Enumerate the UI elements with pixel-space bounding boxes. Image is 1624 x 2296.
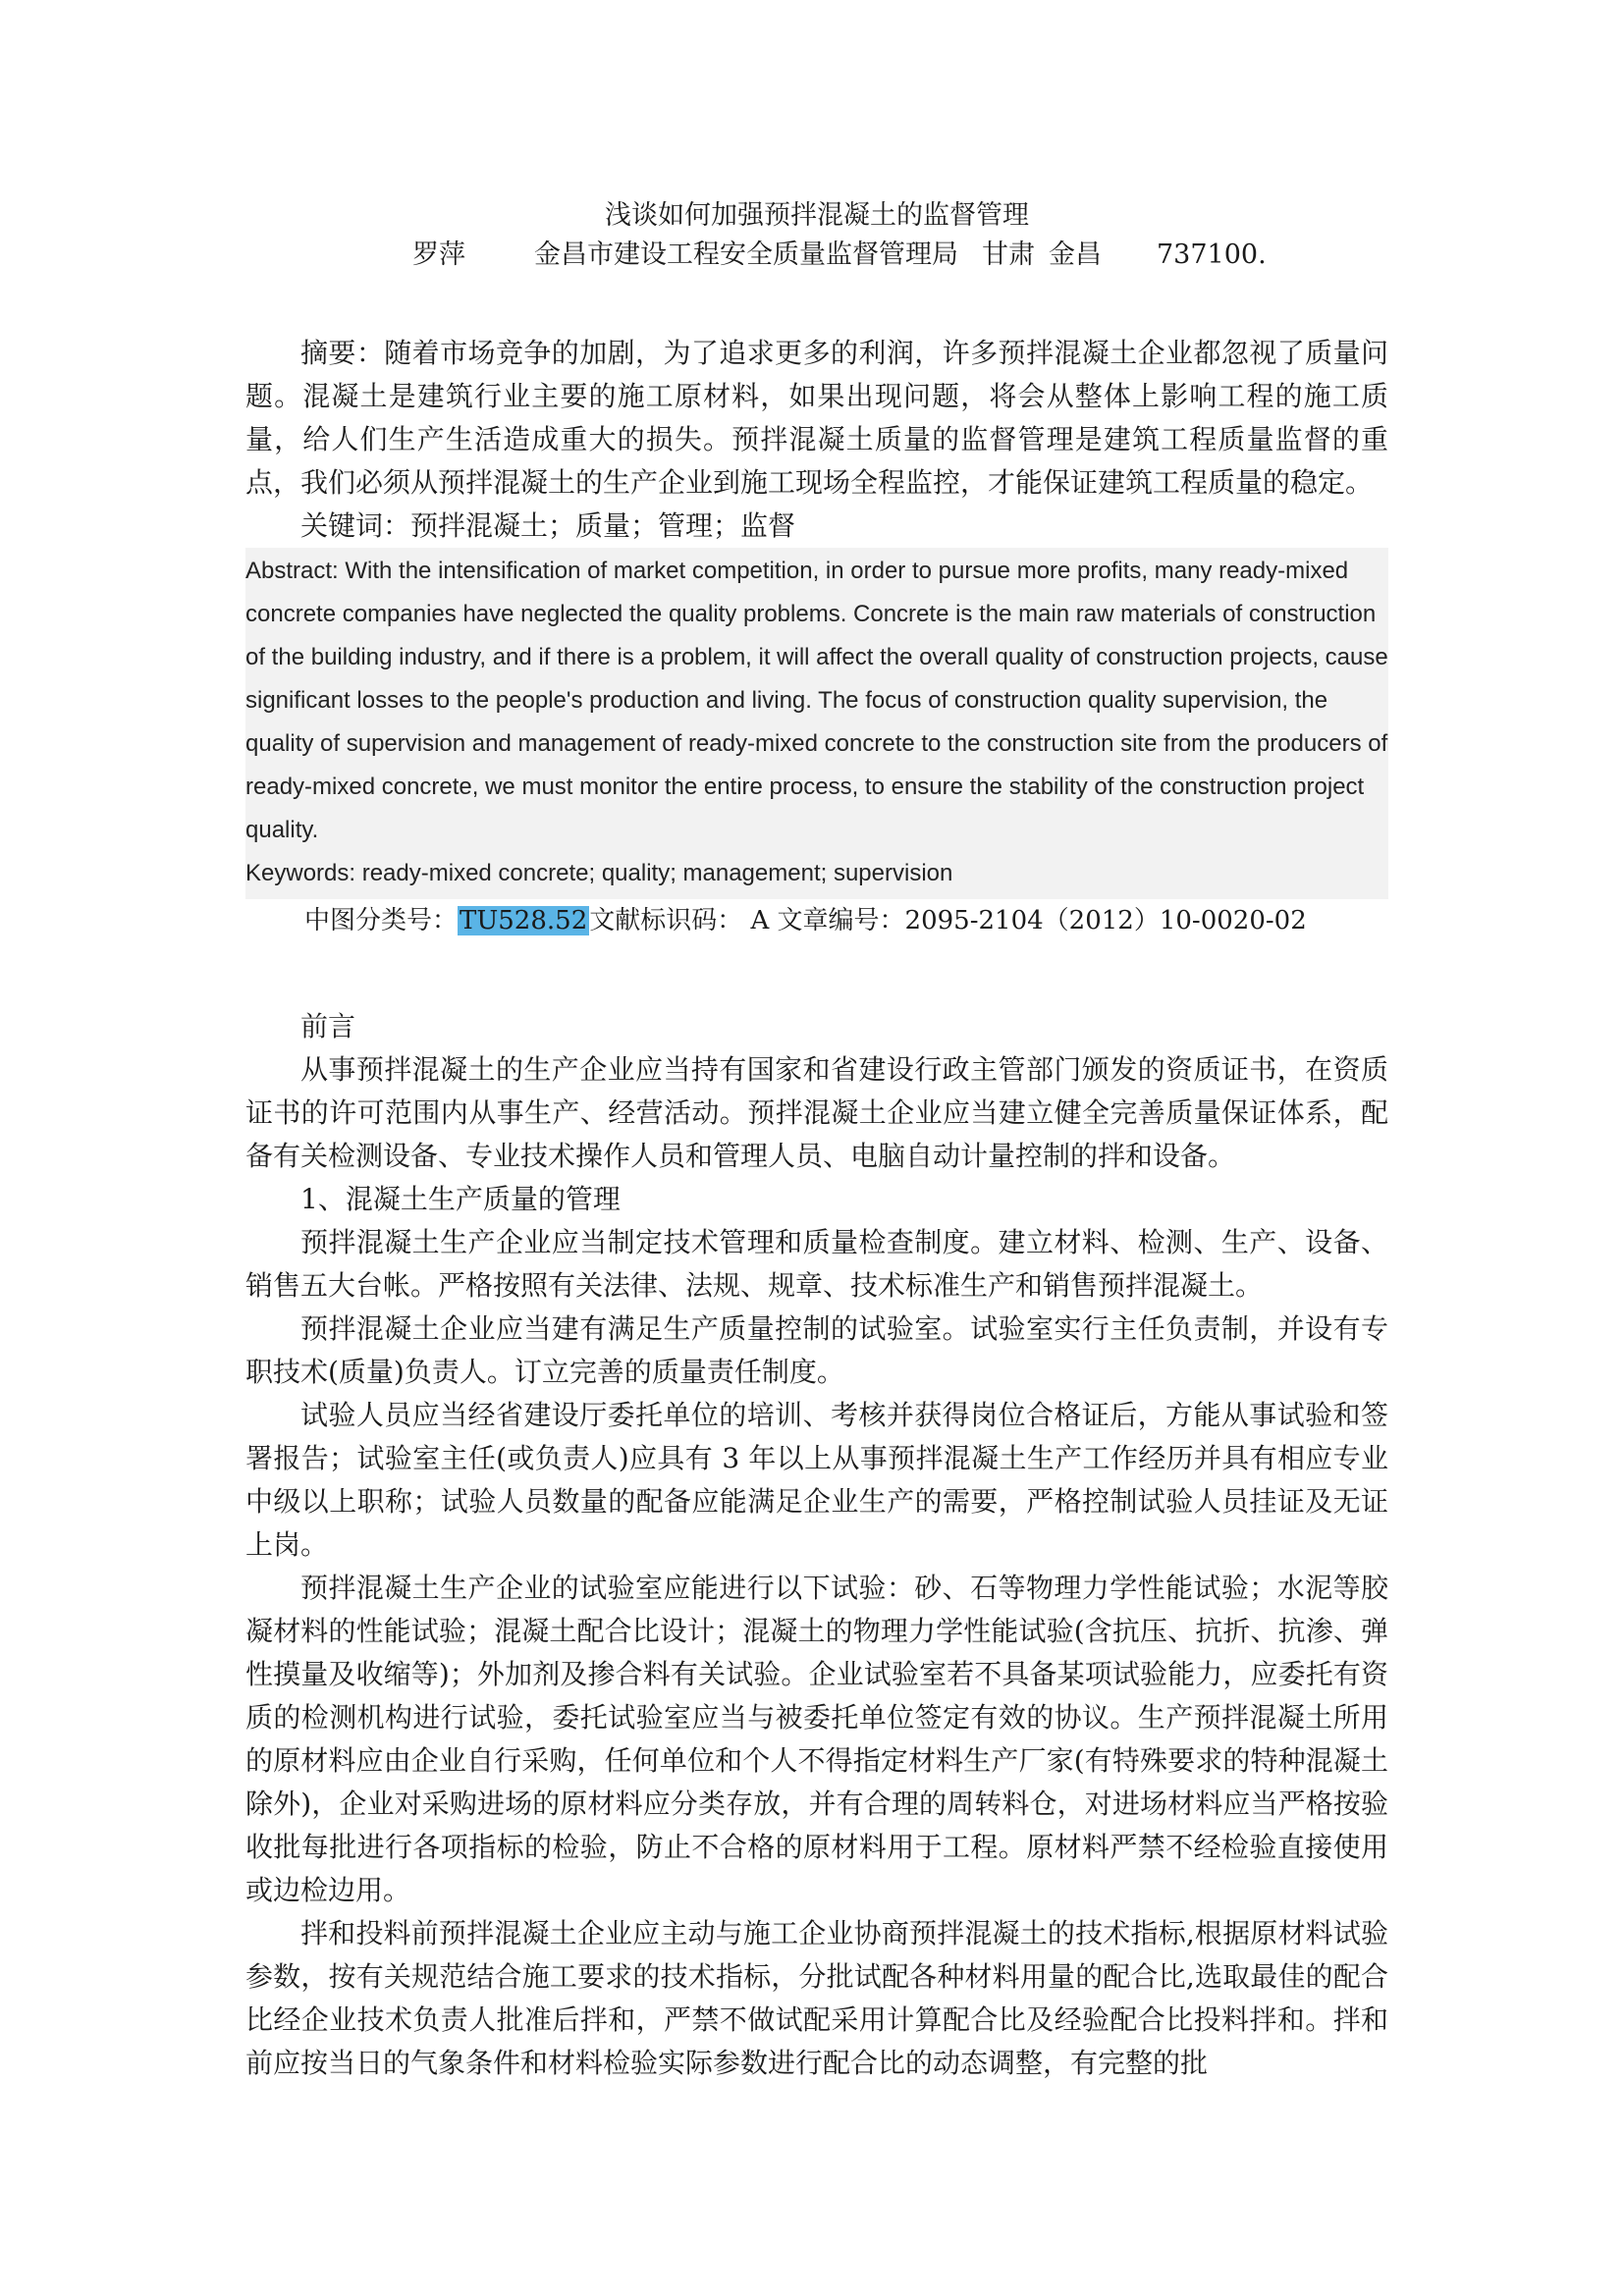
body-paragraph: 试验人员应当经省建设厅委托单位的培训、考核并获得岗位合格证后，方能从事试验和签署报告；试验室主任(或负责人)应具有 3 年以上从事预拌混凝土生产工作经历并具有相应专业中级以上职称；试验人员数量的配备应能满足企业生产的需要，严格控制试验人员挂证及无证上岗。	[245, 1399, 1388, 1561]
author-postcode: 737100.	[1157, 240, 1267, 270]
clc-label: 中图分类号：	[304, 906, 459, 935]
abstract-en: Abstract: With the intensification of market competition, in order to pursue more profits, many ready-mixed concrete companies have neglected the quality problems. Concrete is the main raw materials of construction of the building industry, and if there is a problem, it will affect the overall quality of construction projects, cause significant losses to the people's production and living. The focus of construction quality supervision, the quality of supervision and management of ready-mixed concrete to the construction site from the producers of ready-mixed concrete, we must monitor the entire process, to ensure the stability of the construction project quality.	[245, 558, 1388, 843]
preface-text: 从事预拌混凝土的生产企业应当持有国家和省建设行政主管部门颁发的资质证书，在资质证书的许可范围内从事生产、经营活动。预拌混凝土企业应当建立健全完善质量保证体系，配备有关检测设备、专业技术操作人员和管理人员、电脑自动计量控制的拌和设备。	[245, 1053, 1388, 1172]
preface-heading: 前言	[300, 1010, 356, 1042]
paper-title: 浅谈如何加强预拌混凝土的监督管理	[605, 200, 1029, 231]
author-city: 金昌	[1049, 240, 1102, 270]
author-affiliation: 金昌市建设工程安全质量监督管理局	[534, 240, 958, 270]
body-paragraph: 拌和投料前预拌混凝土企业应主动与施工企业协商预拌混凝土的技术指标,根据原材料试验参数，按有关规范结合施工要求的技术指标，分批试配各种材料用量的配合比,选取最佳的配合比经企业技术负责人批准后拌和，严禁不做试配采用计算配合比及经验配合比投料拌和。拌和前应按当日的气象条件和材料检验实际参数进行配合比的动态调整，有完整的批	[245, 1917, 1388, 2079]
classification-line	[245, 899, 1388, 942]
keywords-en: Keywords: ready-mixed concrete; quality; management; supervision	[245, 860, 953, 886]
page-content	[245, 196, 1388, 2085]
abstract-en-block	[245, 548, 1388, 899]
author-line	[245, 236, 1388, 275]
body-paragraph: 预拌混凝土生产企业的试验室应能进行以下试验：砂、石等物理力学性能试验；水泥等胶凝材料的性能试验；混凝土配合比设计；混凝土的物理力学性能试验(含抗压、抗折、抗渗、弹性摸量及收缩等)；外加剂及掺合料有关试验。企业试验室若不具备某项试验能力，应委托有资质的检测机构进行试验，委托试验室应当与被委托单位签定有效的协议。生产预拌混凝土所用的原材料应由企业自行采购，任何单位和个人不得指定材料生产厂家(有特殊要求的特种混凝土除外)，企业对采购进场的原材料应分类存放，并有合理的周转料仓，对进场材料应当严格按验收批每批进行各项指标的检验，防止不合格的原材料用于工程。原材料严禁不经检验直接使用或边检边用。	[245, 1572, 1388, 1906]
section-1-heading: 1、混凝土生产质量的管理	[300, 1183, 621, 1215]
body-paragraph: 预拌混凝土生产企业应当制定技术管理和质量检查制度。建立材料、检测、生产、设备、销售五大台帐。严格按照有关法律、法规、规章、技术标准生产和销售预拌混凝土。	[245, 1226, 1388, 1302]
body-paragraph: 预拌混凝土企业应当建有满足生产质量控制的试验室。试验室实行主任负责制，并设有专职技术(质量)负责人。订立完善的质量责任制度。	[245, 1312, 1388, 1388]
clc-code-highlight: TU528.52	[460, 906, 588, 935]
author-province: 甘肃	[982, 240, 1035, 270]
abstract-zh: 摘要：随着市场竞争的加剧，为了追求更多的利润，许多预拌混凝土企业都忽视了质量问题。混凝土是建筑行业主要的施工原材料，如果出现问题，将会从整体上影响工程的施工质量，给人们生产生活造成重大的损失。预拌混凝土质量的监督管理是建筑工程质量监督的重点，我们必须从预拌混凝土的生产企业到施工现场全程监控，才能保证建筑工程质量的稳定。	[245, 337, 1388, 499]
keywords-zh: 关键词：预拌混凝土；质量；管理；监督	[300, 509, 796, 542]
doc-code: 文献标识码： A 文章编号：2095-2104（2012）10-0020-02	[589, 906, 1307, 935]
author-name: 罗萍	[412, 240, 465, 270]
